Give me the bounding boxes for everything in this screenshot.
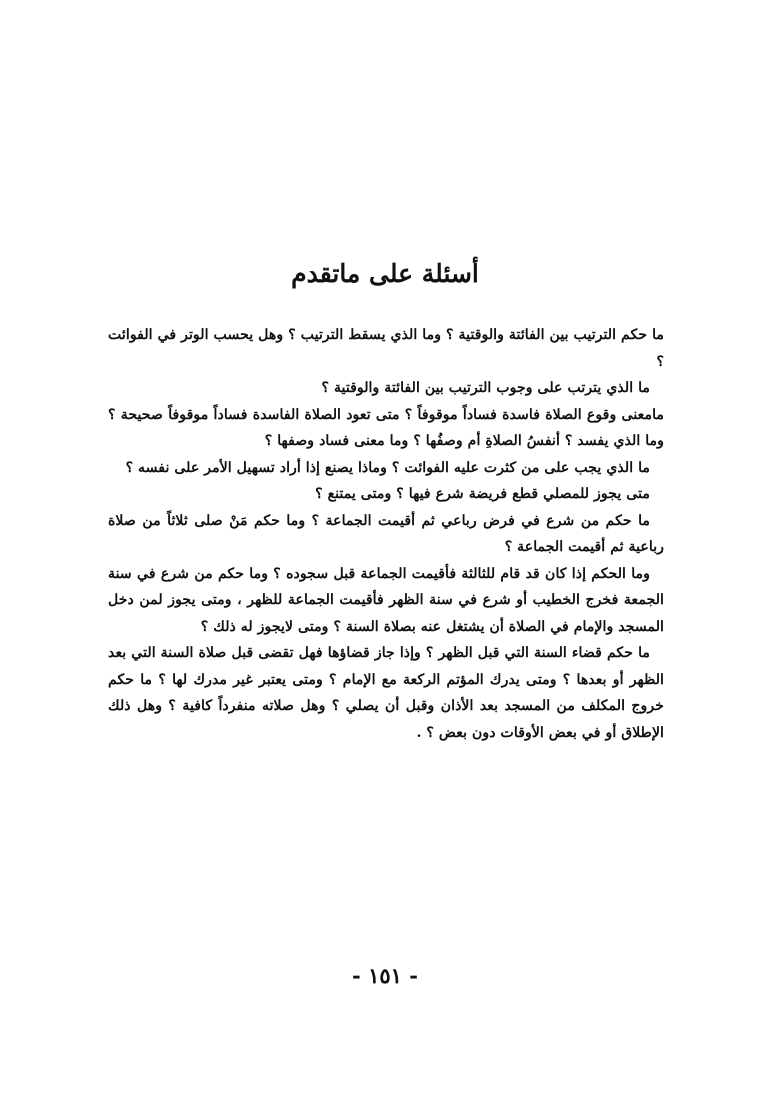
question-paragraph-4: ما الذي يجب على من كثرت عليه الفوائت ؟ وماذا يصنع إذا أراد تسهيل الأمر على نفسه ؟: [125, 459, 650, 476]
question-paragraph-6: ما حكم من شرع في فرض رباعي ثم أقيمت الجماعة ؟ وما حكم مَنْ صلى ثلاثاً من صلاة رباعية ثم أقيمت الجماعة ؟: [108, 512, 664, 555]
page-number: - ١٥١ -: [352, 963, 418, 988]
question-paragraph-7: وما الحكم إذا كان قد قام للثالثة فأقيمت الجماعة قبل سجوده ؟ وما حكم من شرع في سنة الجمعة فخرج الخطيب أو شرع في سنة الظهر فأقيمت الجماعة للظهر ، ومتى يجوز لمن دخل المسجد والإمام في الصلاة أن يشتغل عنه بصلاة السنة ؟ ومتى لايجوز له ذلك ؟: [108, 565, 664, 635]
question-paragraph-5: متى يجوز للمصلي قطع فريضة شرع فيها ؟ ومتى يمتنع ؟: [315, 486, 650, 502]
question-paragraph-1: ما حكم الترتيب بين الفائتة والوقتية ؟ وما الذي يسقط الترتيب ؟ وهل يحسب الوتر في الفوائت ؟: [108, 327, 664, 370]
question-paragraph-3: مامعنى وقوع الصلاة فاسدة فساداً موقوفاً ؟ متى تعود الصلاة الفاسدة فساداً موقوفاً صحيحة ؟ وما الذي يفسد ؟ أنفسُ الصلاةِ أم وصفُها ؟ وما معنى فساد وصفها ؟: [108, 406, 664, 449]
question-paragraph-8: ما حكم قضاء السنة التي قبل الظهر ؟ وإذا جاز قضاؤها فهل تقضى قبل صلاة السنة التي بعد الظهر أو بعدها ؟ ومتى يدرك المؤتم الركعة مع الإمام ؟ ومتى يعتبر غير مدرك لها ؟ ما حكم خروج المكلف من المسجد بعد الأذان وقبل أن يصلي ؟ وهل صلاته منفرداً كافية ؟ وهل ذلك الإطلاق أو في بعض الأوقات دون بعض ؟ .: [108, 645, 664, 741]
question-paragraph-2: ما الذي يترتب على وجوب الترتيب بين الفائتة والوقتية ؟: [321, 380, 650, 396]
questions-body: [108, 322, 664, 746]
page-title: أسئلة على ماتقدم: [291, 259, 479, 288]
